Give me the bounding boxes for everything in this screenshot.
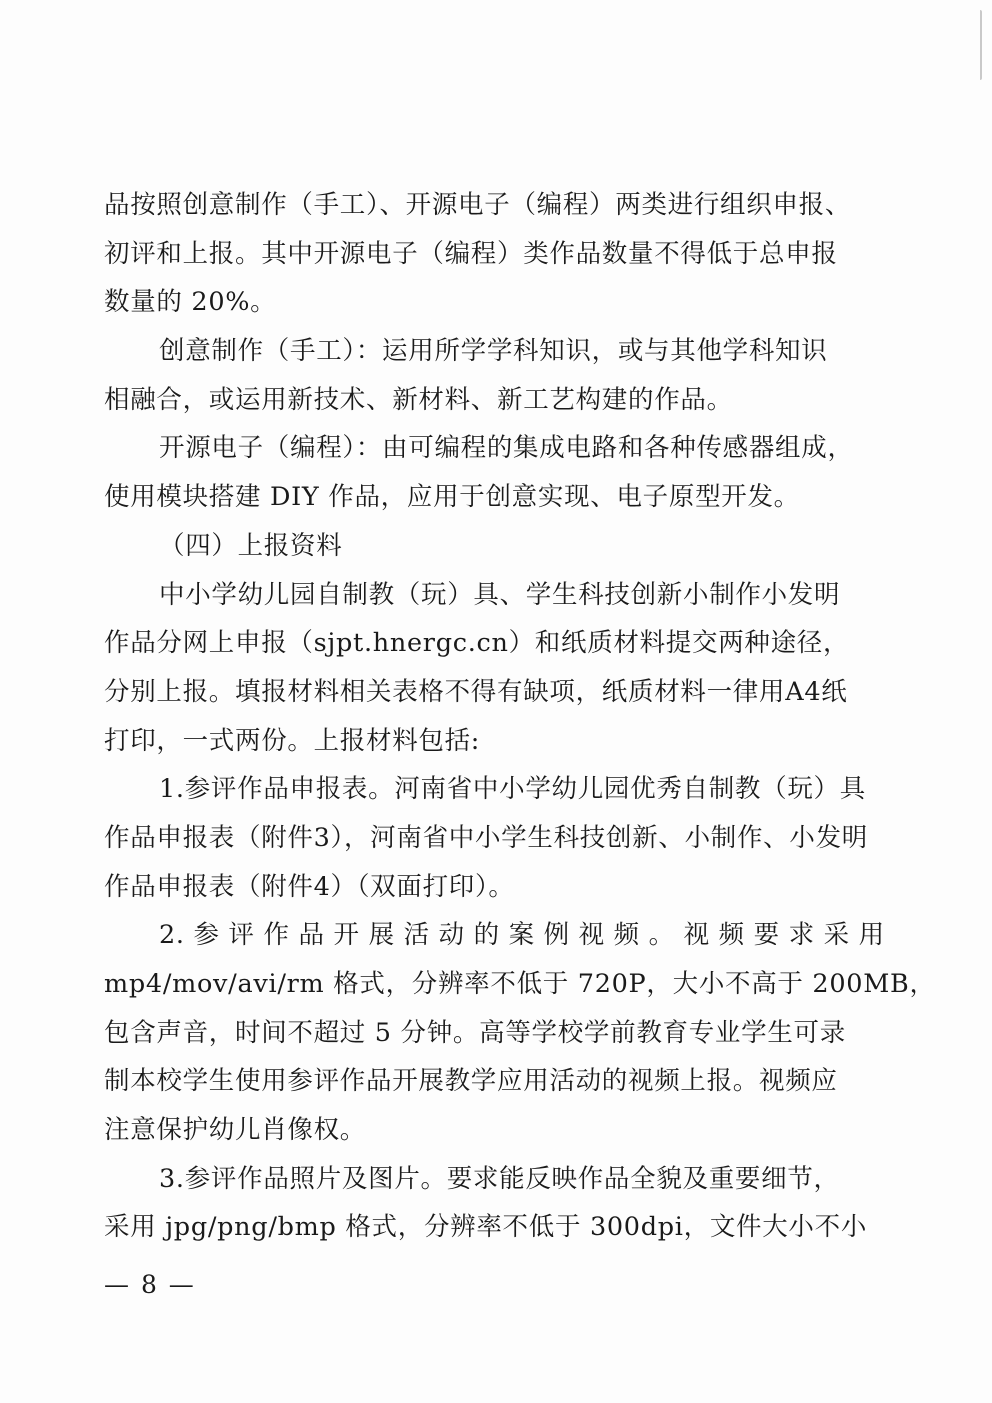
list-item-line: 3.参评作品照片及图片。要求能反映作品全貌及重要细节， xyxy=(159,1163,840,1194)
text-line: 中小学幼儿园自制教（玩）具、学生科技创新小制作小发明 xyxy=(159,579,841,610)
list-item-line: 作品申报表（附件4）（双面打印）。 xyxy=(104,871,515,902)
scan-edge-mark xyxy=(978,10,982,80)
text-line: 分别上报。填报材料相关表格不得有缺项，纸质材料一律用A4纸 xyxy=(104,676,848,707)
list-item-line: 注意保护幼儿肖像权。 xyxy=(104,1115,367,1146)
text-line: 创意制作（手工）：运用所学学科知识，或与其他学科知识 xyxy=(159,336,828,367)
text-line: 初评和上报。其中开源电子（编程）类作品数量不得低于总申报 xyxy=(104,238,838,269)
list-item-line: 采用 jpg/png/bmp 格式，分辨率不低于 300dpi，文件大小不小 xyxy=(104,1212,868,1243)
list-item-line: 2. 参 评 作 品 开 展 活 动 的 案 例 视 频 。 视 频 要 求 采 用 xyxy=(159,920,885,951)
text-line: 打印，一式两份。上报材料包括: xyxy=(104,725,481,756)
list-item-line: mp4/mov/avi/rm 格式，分辨率不低于 720P，大小不高于 200MB， xyxy=(104,969,936,999)
text-line: 相融合，或运用新技术、新材料、新工艺构建的作品。 xyxy=(104,384,733,415)
text-line: 开源电子（编程）：由可编程的集成电路和各种传感器组成， xyxy=(159,433,854,464)
list-item-line: 1.参评作品申报表。河南省中小学幼儿园优秀自制教（玩）具 xyxy=(159,774,866,805)
text-line: 作品分网上申报（sjpt.hnergc.cn）和纸质材料提交两种途径， xyxy=(104,628,850,659)
section-heading: （四）上报资料 xyxy=(159,530,343,561)
list-item-line: 作品申报表（附件3），河南省中小学生科技创新、小制作、小发明 xyxy=(104,822,868,853)
document-body xyxy=(104,181,936,1252)
list-item-line: 包含声音，时间不超过 5 分钟。高等学校学前教育专业学生可录 xyxy=(104,1017,846,1048)
page-number: — 8 — xyxy=(104,1270,196,1299)
list-item-line: 制本校学生使用参评作品开展教学应用活动的视频上报。视频应 xyxy=(104,1066,838,1097)
text-line: 使用模块搭建 DIY 作品，应用于创意实现、电子原型开发。 xyxy=(104,482,800,513)
text-line: 品按照创意制作（手工）、开源电子（编程）两类进行组织申报、 xyxy=(104,190,852,220)
text-line: 数量的 20%。 xyxy=(104,287,277,318)
